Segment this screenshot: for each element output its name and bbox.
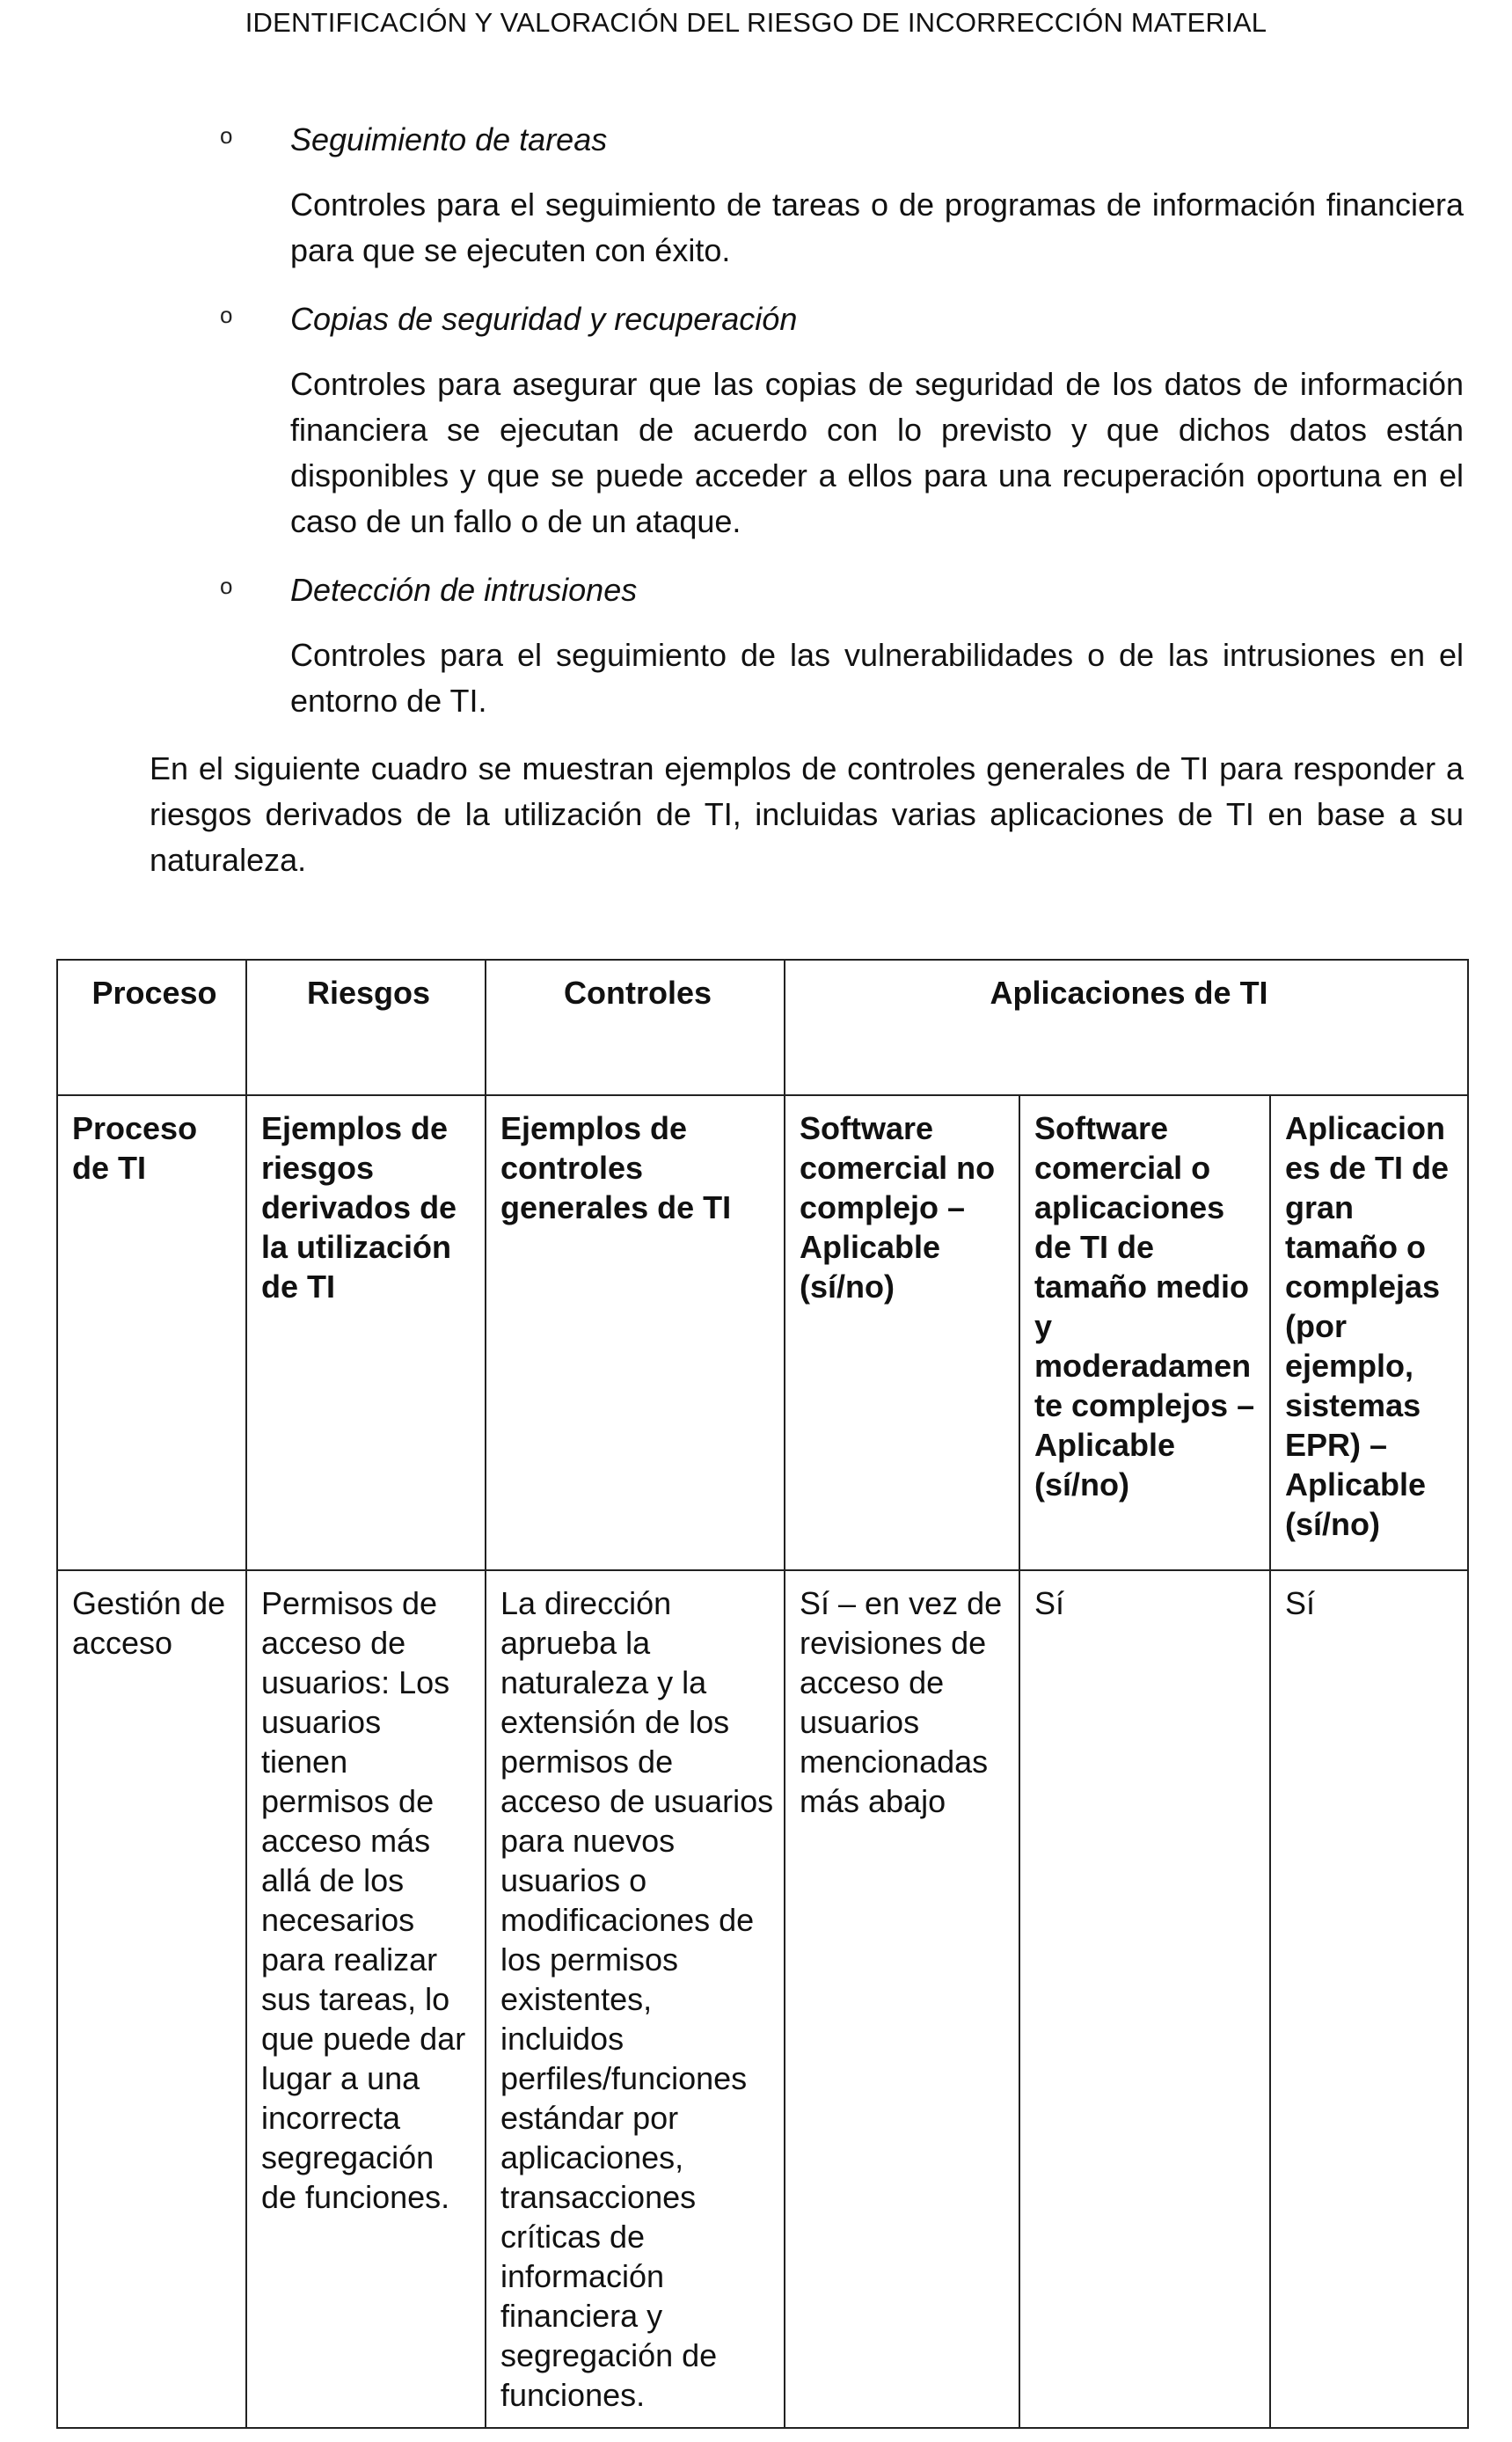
bullet-marker: o xyxy=(220,302,233,328)
bullet-body: Controles para el seguimiento de tareas o de programas de información financiera para que se ejecuten con éxito. xyxy=(290,186,1464,268)
bullet-item xyxy=(150,298,1469,545)
table-cell: Permisos de acceso de usuarios: Los usuarios tienen permisos de acceso más allá de los necesarios para realizar sus tareas, lo que puede dar lugar a una incorrecta segregación de funciones. xyxy=(246,1570,486,2428)
bullet-heading: Seguimiento de tareas xyxy=(290,121,608,157)
bullet-body: Controles para el seguimiento de las vulnerabilidades o de las intrusiones en el entorno de TI. xyxy=(290,637,1464,719)
table-cell: Sí xyxy=(1019,1570,1270,2428)
column-header-control-examples: Ejemplos de controles generales de TI xyxy=(486,1095,785,1570)
table-column-header-row xyxy=(57,1095,1468,1570)
group-header-controls: Controles xyxy=(486,960,785,1095)
column-header-non-complex-software: Software comercial no complejo – Aplicable (sí/no) xyxy=(785,1095,1019,1570)
bullet-item xyxy=(150,569,1469,724)
column-header-medium-software: Software comercial o aplicaciones de TI de tamaño medio y moderadamente complejos – Aplicable (sí/no) xyxy=(1019,1095,1270,1570)
table-row xyxy=(57,1570,1468,2428)
bullet-body: Controles para asegurar que las copias de seguridad de los datos de información financiera se ejecutan de acuerdo con lo previsto y que dichos datos están disponibles y que se puede acceder a ellos para una recuperación oportuna en el caso de un fallo o de un ataque. xyxy=(290,366,1464,539)
table-cell: La dirección aprueba la naturaleza y la extensión de los permisos de acceso de usuarios para nuevos usuarios o modificaciones de los permisos existentes, incluidos perfiles/funciones estándar por aplicaciones, transacciones críticas de información financiera y segregación de funciones. xyxy=(486,1570,785,2428)
column-header-risk-examples: Ejemplos de riesgos derivados de la utilización de TI xyxy=(246,1095,486,1570)
table-cell: Sí – en vez de revisiones de acceso de usuarios mencionadas más abajo xyxy=(785,1570,1019,2428)
table-group-header-row xyxy=(57,960,1468,1095)
bullet-marker: o xyxy=(220,573,233,599)
intro-paragraph: En el siguiente cuadro se muestran ejemplos de controles generales de TI para responder a riesgos derivados de la utilización de TI, incluidas varias aplicaciones de TI en base a su naturaleza. xyxy=(150,750,1464,878)
table-cell: Gestión de acceso xyxy=(57,1570,246,2428)
control-bullet-list xyxy=(150,119,1469,749)
page-header: IDENTIFICACIÓN Y VALORACIÓN DEL RIESGO DE INCORRECCIÓN MATERIAL xyxy=(245,7,1267,38)
group-header-process: Proceso xyxy=(57,960,246,1095)
bullet-marker: o xyxy=(220,122,233,149)
group-header-risks: Riesgos xyxy=(246,960,486,1095)
column-header-complex-applications: Aplicaciones de TI de gran tamaño o complejas (por ejemplo, sistemas EPR) – Aplicable (sí/no) xyxy=(1270,1095,1468,1570)
group-header-it-applications: Aplicaciones de TI xyxy=(785,960,1468,1095)
bullet-item xyxy=(150,119,1469,274)
bullet-heading: Copias de seguridad y recuperación xyxy=(290,301,798,337)
it-controls-table xyxy=(56,959,1469,2429)
table-cell: Sí xyxy=(1270,1570,1468,2428)
column-header-it-process: Proceso de TI xyxy=(57,1095,246,1570)
bullet-heading: Detección de intrusiones xyxy=(290,572,638,608)
